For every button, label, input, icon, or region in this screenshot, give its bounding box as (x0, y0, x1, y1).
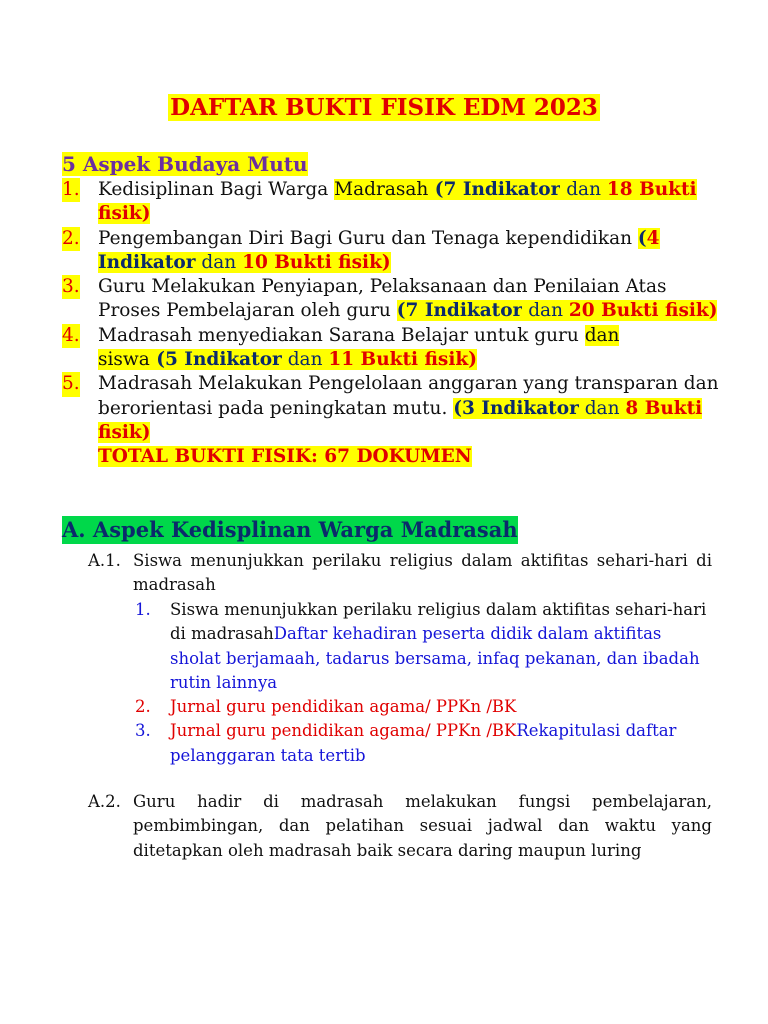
list-item: 1. Siswa menunjukkan perilaku religius dalam aktifitas sehari-hari di madrasahDaftar kehadiran peserta didik dalam aktifitas sholat berjamaah, tadarus bersama, infaq pekanan, dan ibadah rutin lainnya (135, 600, 707, 692)
sub-a1-list (135, 598, 712, 768)
aspek-item-2: 2. Pengembangan Diri Bagi Guru dan Tenaga kependidikan (4 Indikator dan 10 Bukti fisik) (62, 227, 660, 273)
aspek-list (62, 178, 722, 470)
total-bukti: TOTAL BUKTI FISIK: 67 DOKUMEN (98, 446, 472, 468)
aspek-item-4: 4. Madrasah menyediakan Sarana Belajar untuk guru dan siswa (5 Indikator dan 11 Bukti fisik) (62, 324, 620, 371)
sub-label: A.1. (88, 551, 121, 570)
sub-a2 (88, 790, 712, 863)
list-number: 2. (62, 227, 80, 251)
aspek-item-1: 1. Kedisiplinan Bagi Warga Madrasah (7 Indikator dan 18 Bukti fisik) (62, 179, 697, 225)
list-number: 1. (62, 178, 80, 202)
list-number: 3. (62, 275, 80, 299)
list-number: 3. (135, 721, 151, 741)
sub-text: Siswa menunjukkan perilaku religius dalam aktifitas sehari-hari di madrasah (133, 551, 712, 595)
sub-a1 (88, 549, 712, 598)
sub-label: A.2. (88, 792, 121, 811)
document-title: DAFTAR BUKTI FISIK EDM 2023 (170, 94, 598, 121)
section-a-heading: A. Aspek Kedisplinan Warga Madrasah (62, 517, 518, 542)
aspek-item-3: 3. Guru Melakukan Penyiapan, Pelaksanaan dan Penilaian Atas Proses Pembelajaran oleh guru (7 Indikator dan 20 Bukti fisik) (62, 276, 718, 322)
list-number: 2. (135, 697, 151, 717)
list-number: 5. (62, 372, 80, 396)
list-number: 4. (62, 324, 80, 348)
list-item: 2. Jurnal guru pendidikan agama/ PPKn /BK (135, 695, 712, 719)
list-item: 3. Jurnal guru pendidikan agama/ PPKn /BKRekapitulasi daftar pelanggaran tata tertib (135, 721, 677, 765)
sub-text: Guru hadir di madrasah melakukan fungsi pembelajaran, pembimbingan, dan pelatihan sesuai jadwal dan waktu yang ditetapkan oleh madrasah baik secara daring maupun luring (133, 792, 712, 860)
aspek-heading: 5 Aspek Budaya Mutu (62, 152, 308, 176)
list-number: 1. (135, 600, 151, 619)
aspek-item-5: 5. Madrasah Melakukan Pengelolaan anggaran yang transparan dan berorientasi pada peningkatan mutu. (3 Indikator dan 8 Bukti fisik) (62, 373, 719, 443)
